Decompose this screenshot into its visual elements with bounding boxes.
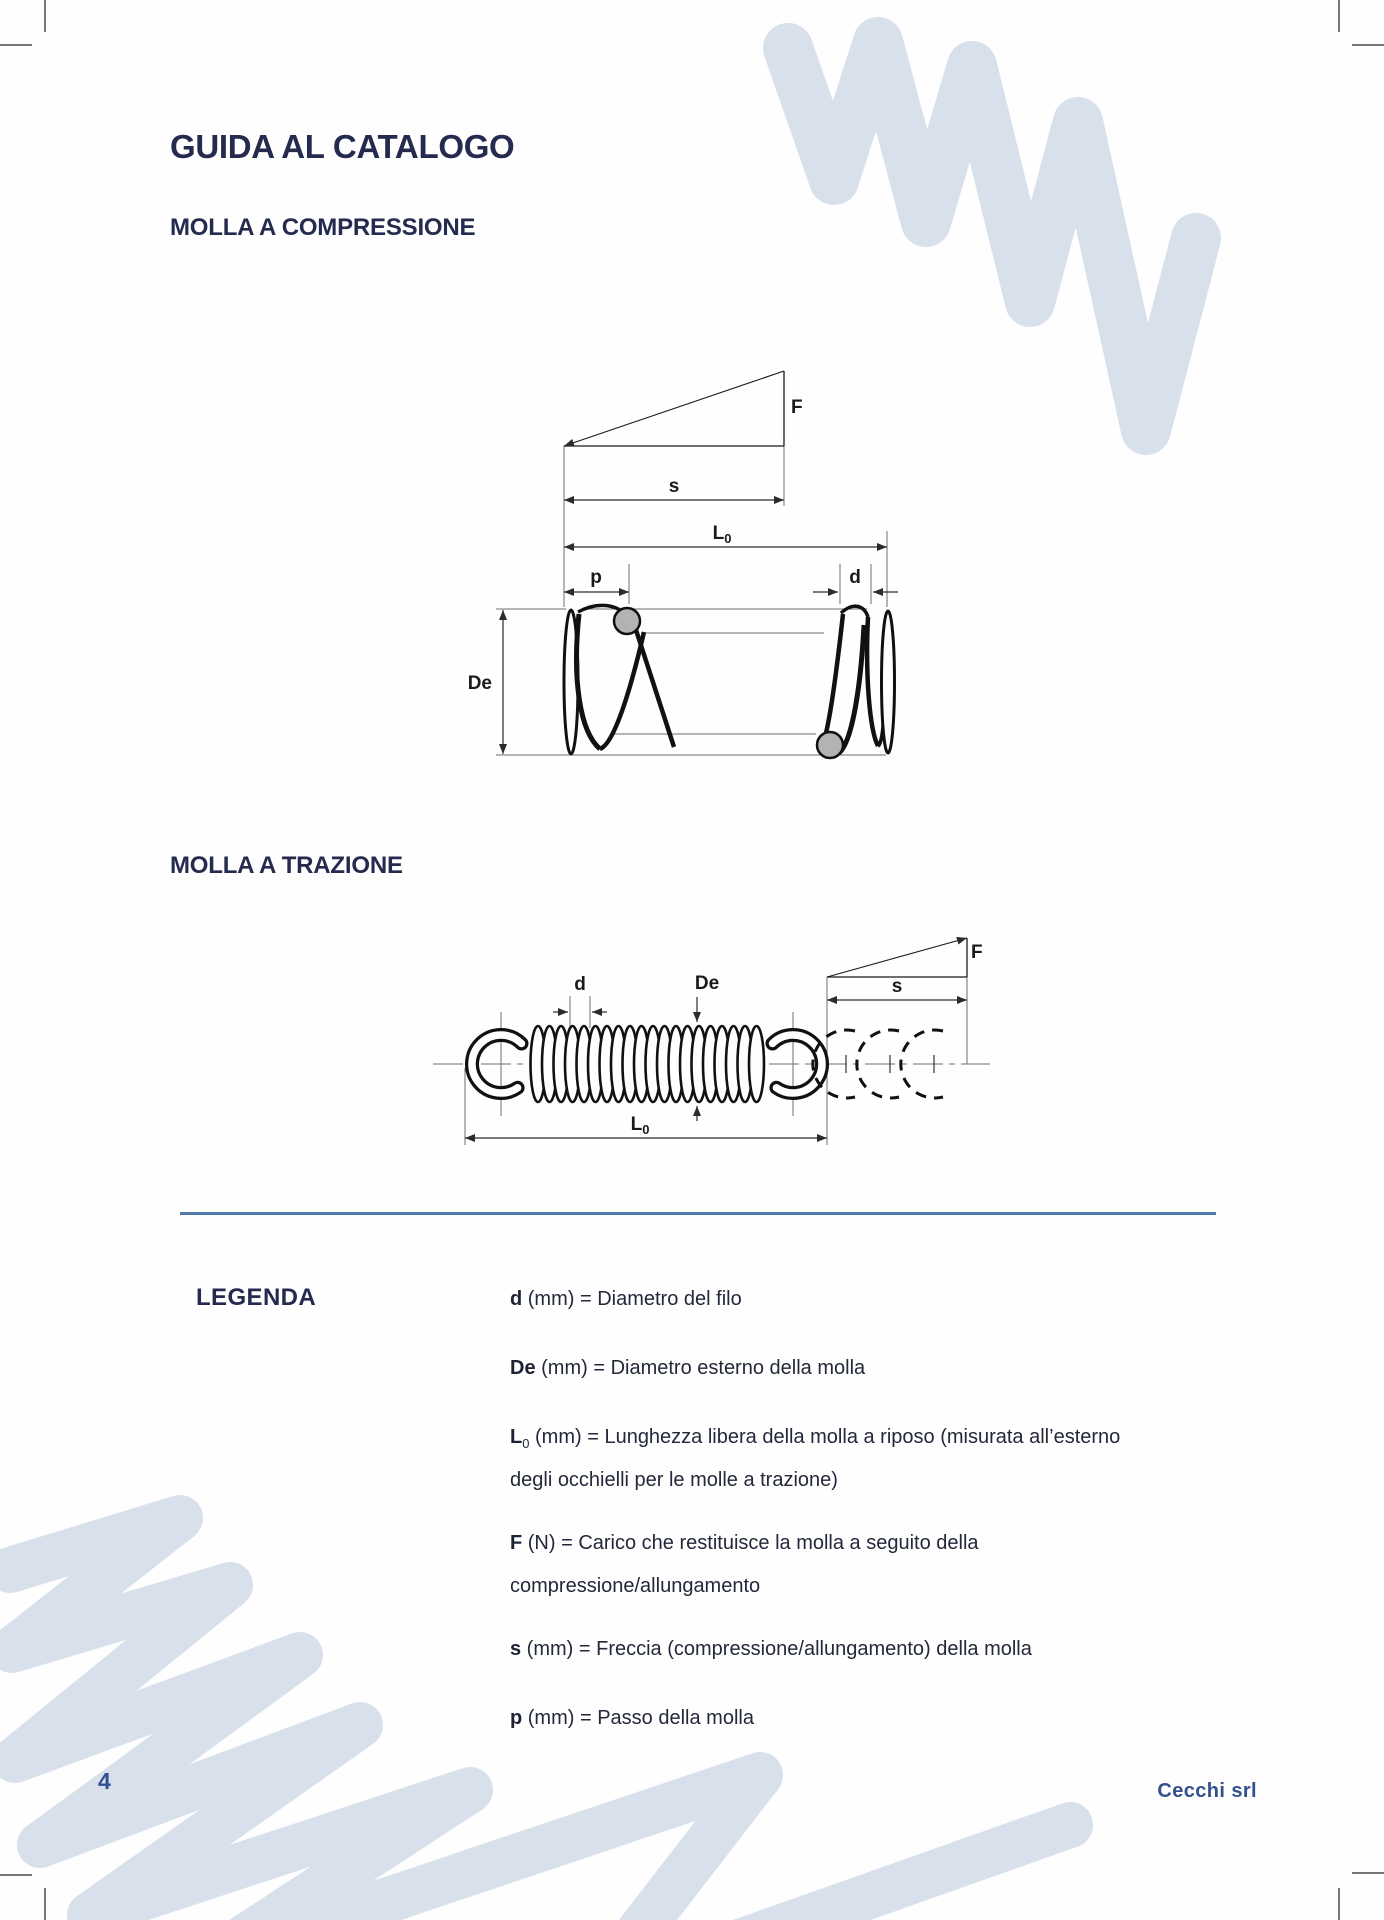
section-divider: [180, 1212, 1216, 1215]
legend-symbol: L: [510, 1426, 523, 1448]
legend-symbol: s: [510, 1638, 522, 1660]
brand-name: Cecchi srl: [1157, 1780, 1257, 1802]
section-heading-traction: MOLLA A TRAZIONE: [170, 852, 403, 879]
label-wire-diameter: d: [849, 567, 861, 588]
compression-spring-drawing: [564, 605, 895, 758]
section-heading-compression: MOLLA A COMPRESSIONE: [170, 214, 476, 241]
legend-item-outer-diameter: [510, 1350, 1140, 1393]
label-outer-diameter: De: [467, 673, 492, 694]
label-free-length-traction: $L_0$: [630, 1114, 650, 1137]
legend-text: (mm) = Diametro del filo: [522, 1288, 742, 1310]
page-title: GUIDA AL CATALOGO: [170, 128, 515, 165]
legend-item-free-length: $L_0$ (mm) = Lunghezza libera della molla a riposo (misurata all’esterno degli occhielli per le molle a trazione): [510, 1426, 1121, 1491]
legend-text: (N) = Carico che restituisce la molla a seguito della compressione/allungamento: [510, 1532, 979, 1597]
compression-spring-diagram: [468, 371, 898, 758]
force-deflection-triangle-traction: [827, 938, 967, 977]
legend-symbol: F: [510, 1532, 523, 1554]
label-deflection: s: [668, 476, 680, 497]
label-pitch: p: [590, 567, 602, 588]
legend-symbol: d: [510, 1288, 523, 1310]
legend-heading: LEGENDA: [196, 1284, 317, 1311]
legend-text: (mm) = Diametro esterno della molla: [535, 1357, 866, 1379]
legend-item-deflection: [510, 1631, 1140, 1674]
label-outer-diameter-traction: De: [694, 973, 720, 994]
legend-symbol: p: [510, 1707, 523, 1729]
legend-text: (mm) = Lunghezza libera della molla a riposo (misurata all’esterno degli occhielli per le molle a trazione): [510, 1426, 1121, 1491]
label-free-length: $L_0$: [712, 523, 732, 546]
label-force: F: [791, 397, 803, 418]
label-force-traction: F: [971, 942, 983, 963]
legend-text: (mm) = Passo della molla: [522, 1707, 754, 1729]
legend-item-load: [510, 1525, 1140, 1605]
wire-section-right: [817, 732, 843, 758]
legend-symbol: De: [510, 1357, 536, 1379]
legend-item-pitch: [510, 1700, 1140, 1743]
legend-item-wire-diameter: [510, 1281, 1140, 1324]
squiggle-decoration-top-right: [788, 42, 1196, 430]
traction-spring-diagram: [433, 938, 990, 1145]
legend-list: [510, 1281, 1140, 1769]
legend-text: (mm) = Freccia (compressione/allungamento) della molla: [521, 1638, 1032, 1660]
label-wire-diameter-traction: d: [574, 974, 586, 995]
label-deflection-traction: s: [891, 976, 903, 997]
force-deflection-triangle: [564, 371, 784, 446]
page-number: 4: [98, 1768, 111, 1794]
